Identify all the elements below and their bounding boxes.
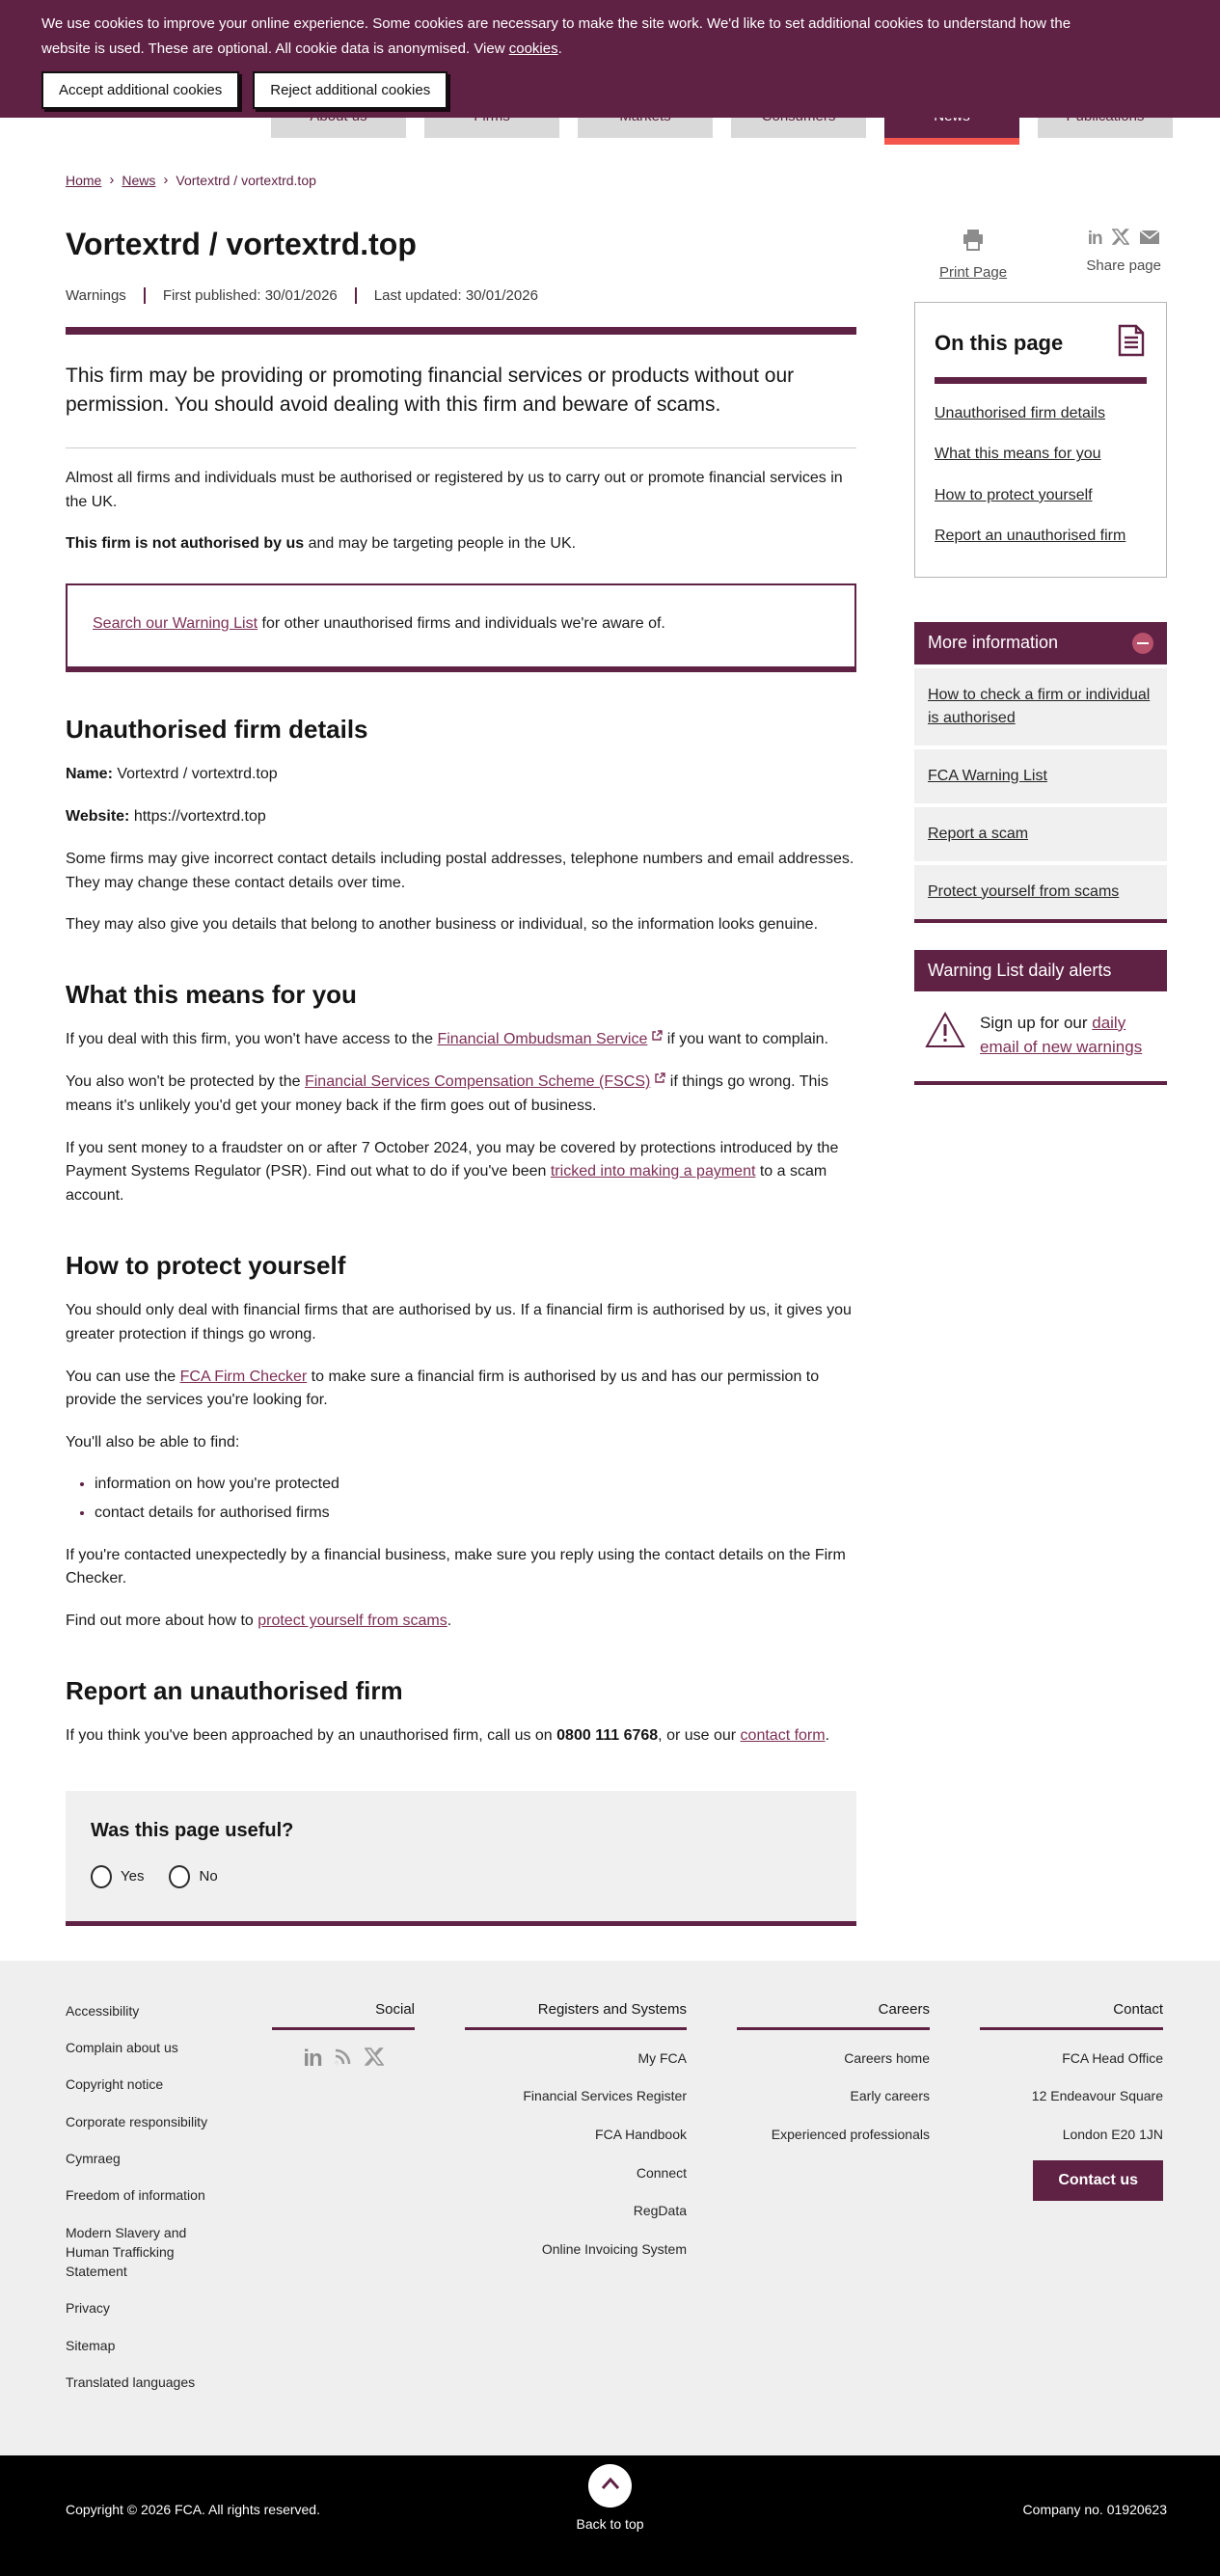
warning-alerts-box (914, 950, 1167, 1085)
copyright-text: Copyright © 2026 FCA. All rights reserved. (66, 2502, 320, 2518)
section-heading-what-this-means: What this means for you (66, 980, 357, 1010)
footer-careers-heading: Careers (878, 2000, 930, 2018)
inline-link[interactable]: Search our Warning List (93, 615, 258, 633)
moreinfo-item[interactable] (914, 668, 1167, 746)
breadcrumb-home-link[interactable]: Home (66, 172, 102, 188)
breadcrumb-news-link[interactable]: News (122, 172, 156, 188)
feedback-no-option[interactable] (169, 1865, 217, 1888)
alerts-signup-text: Sign up for our daily email of new warnings (980, 1013, 1143, 1057)
share-page-control (1086, 229, 1161, 281)
alerts-title: Warning List daily alerts (928, 960, 1112, 980)
more-information-title: More information (928, 633, 1059, 653)
footer-heading-rule (465, 2027, 687, 2030)
chevron-up-icon (600, 2477, 619, 2495)
onpage-link-protect-yourself[interactable]: How to protect yourself (935, 486, 1093, 503)
section-divider (66, 447, 856, 448)
contact-address-line: 12 Endeavour Square (1031, 2088, 1163, 2104)
what-this-means-paragraph-1: If you deal with this firm, you won't have access to the Financial Ombudsman Service if you want to complain. (66, 1031, 828, 1048)
footer-link-online-invoicing[interactable]: Online Invoicing System (541, 2240, 687, 2257)
footer-link-freedom-of-information[interactable]: Freedom of information (66, 2187, 205, 2204)
what-this-means-paragraph-2: You also won't be protected by the Financial Services Compensation Scheme (FSCS) if things go wrong. This means it's unlikely you'd get your money back if the firm goes out of business. (66, 1073, 829, 1114)
radio-yes-label: Yes (121, 1868, 145, 1885)
radio-yes[interactable] (91, 1865, 112, 1888)
footer-social-column (272, 2001, 415, 2410)
meta-category: Warnings (66, 287, 126, 304)
footer-link-translated-languages[interactable]: Translated languages (66, 2374, 196, 2391)
title-divider-bar (66, 327, 856, 335)
site-header (0, 0, 1220, 145)
external-link-icon (651, 1030, 663, 1042)
protect-bullet-list (95, 1473, 856, 1526)
inline-link[interactable]: FCA Firm Checker (179, 1368, 308, 1385)
external-link-icon (654, 1072, 665, 1084)
moreinfo-item[interactable] (914, 865, 1167, 919)
footer-link-sitemap[interactable]: Sitemap (66, 2337, 116, 2353)
bullet-item: • information on how you're protected (95, 1473, 856, 1497)
sidebar (914, 213, 1167, 1961)
linkedin-icon[interactable]: in (1087, 229, 1102, 249)
footer-social-heading: Social (375, 2000, 415, 2018)
document-icon (1116, 324, 1147, 362)
feedback-question: Was this page useful? (91, 1819, 294, 1841)
footer-registers-heading: Registers and Systems (537, 2000, 687, 2018)
print-page-control[interactable] (939, 229, 1007, 281)
reject-cookies-button[interactable]: Reject additional cookies (253, 71, 447, 109)
footer-link-experienced-professionals[interactable]: Experienced professionals (771, 2126, 930, 2142)
email-share-icon[interactable] (1139, 230, 1160, 250)
intro-paragraph-2: This firm is not authorised by us and may be targeting people in the UK. (66, 535, 577, 553)
share-page-label: Share page (1086, 258, 1161, 274)
protect-paragraph-4: If you're contacted unexpectedly by a financial business, make sure you reply using the contact details on the Firm Checker. (66, 1546, 846, 1587)
section-heading-protect-yourself: How to protect yourself (66, 1251, 346, 1281)
rss-icon[interactable] (334, 2047, 353, 2071)
cookie-banner (0, 0, 1220, 118)
breadcrumb-current: Vortextrd / vortextrd.top (176, 172, 316, 188)
meta-last-updated: Last updated: 30/01/2026 (355, 287, 556, 304)
footer-link-fs-register[interactable]: Financial Services Register (523, 2088, 687, 2104)
page-feedback-panel (66, 1791, 856, 1926)
bottom-bar (0, 2455, 1220, 2576)
what-this-means-paragraph-3: If you sent money to a fraudster on or after 7 October 2024, you may be covered by protections introduced by the Payment Systems Regulator (PSR). Find out what to do if you've been tricked into making a payment to a scam account. (66, 1139, 839, 1205)
back-to-top-button[interactable] (576, 2464, 643, 2532)
linkedin-icon[interactable]: in (303, 2045, 322, 2072)
footer-link-careers-home[interactable]: Careers home (844, 2049, 930, 2066)
protect-paragraph-1: You should only deal with financial firms that are authorised by us. If a financial firm is authorised by us, it gives you greater protection if things go wrong. (66, 1302, 852, 1342)
footer-heading-rule (737, 2027, 930, 2030)
inline-link[interactable]: Financial Ombudsman Service (437, 1031, 663, 1047)
accept-cookies-button[interactable]: Accept additional cookies (41, 71, 239, 109)
footer-contact-heading: Contact (1113, 2000, 1163, 2018)
firm-name-row: Name: Vortextrd / vortextrd.top (66, 766, 278, 783)
warning-triangle-icon (924, 1011, 966, 1054)
footer-heading-rule (272, 2027, 415, 2030)
meta-first-published: First published: 30/01/2026 (144, 287, 355, 304)
breadcrumb (66, 172, 1167, 188)
footer-link-copyright-notice[interactable]: Copyright notice (66, 2076, 164, 2093)
cookie-message: We use cookies to improve your online experience. Some cookies are necessary to make the site work. We'd like to set additional cookies to understand how the website is used. These are optional. All cookie data is anonymised. View cookies. (41, 15, 1071, 58)
firm-details-paragraph-1: Some firms may give incorrect contact details including postal addresses, telephone numbers and email addresses. They may change these contact details over time. (66, 850, 854, 891)
warning-list-callout: Search our Warning List for other unauthorised firms and individuals we're aware of. (66, 583, 856, 672)
inline-link[interactable]: protect yourself from scams (258, 1613, 447, 1630)
printer-icon[interactable] (961, 229, 986, 257)
onpage-link-what-this-means[interactable]: What this means for you (935, 446, 1101, 463)
footer-contact-column (980, 2001, 1163, 2410)
bullet-item: • contact details for authorised firms (95, 1502, 856, 1526)
inline-link[interactable]: Financial Services Compensation Scheme (FSCS) (305, 1073, 665, 1090)
inline-link[interactable]: cookies (508, 41, 558, 58)
page-title: Vortextrd / vortextrd.top (66, 227, 417, 261)
main-content (66, 213, 856, 1961)
collapse-minus-icon[interactable] (1132, 633, 1153, 654)
moreinfo-item[interactable] (914, 807, 1167, 861)
footer-link-my-fca[interactable]: My FCA (637, 2049, 687, 2066)
footer-link-accessibility[interactable]: Accessibility (66, 2002, 140, 2019)
x-twitter-icon[interactable] (365, 2047, 384, 2071)
chevron-right-icon: › (109, 172, 115, 188)
footer-link-corporate-responsibility[interactable]: Corporate responsibility (66, 2113, 208, 2129)
firm-website-row: Website: https://vortextrd.top (66, 808, 266, 826)
inline-link[interactable]: contact form (740, 1727, 826, 1744)
on-this-page-title: On this page (935, 330, 1064, 355)
more-information-box (914, 622, 1167, 923)
moreinfo-link-protect-scams[interactable]: Protect yourself from scams (928, 882, 1120, 900)
footer-link-complain[interactable]: Complain about us (66, 2040, 178, 2056)
moreinfo-link-check-firm[interactable]: How to check a firm or individual is authorised (928, 686, 1151, 726)
footer-link-connect[interactable]: Connect (636, 2164, 687, 2181)
intro-paragraph-1: Almost all firms and individuals must be authorised or registered by us to carry out or promote financial services in the UK. (66, 469, 843, 510)
footer-link-modern-slavery[interactable]: Modern Slavery and Human Trafficking Statement (66, 2224, 187, 2280)
moreinfo-link-warning-list[interactable]: FCA Warning List (928, 767, 1047, 784)
footer-registers-column (465, 2001, 687, 2410)
print-page-label[interactable]: Print Page (939, 264, 1008, 281)
feedback-yes-option[interactable] (91, 1865, 144, 1888)
footer-link-regdata[interactable]: RegData (633, 2203, 687, 2219)
on-this-page-box (914, 302, 1167, 578)
company-number: Company no. 01920623 (1022, 2502, 1167, 2518)
footer-links-column (66, 2001, 222, 2410)
lead-paragraph: This firm may be providing or promoting financial services or products without our permission. You should avoid dealing with this firm and beware of scams. (66, 365, 795, 417)
contact-address-line: London E20 1JN (1062, 2126, 1163, 2142)
contact-address-line: FCA Head Office (1062, 2049, 1163, 2066)
report-firm-paragraph: If you think you've been approached by an unauthorised firm, call us on 0800 111 6768, or use our contact form. (66, 1727, 830, 1744)
onpage-link-firm-details[interactable]: Unauthorised firm details (935, 405, 1105, 421)
protect-paragraph-3: You'll also be able to find: (66, 1434, 240, 1451)
site-footer (0, 1961, 1220, 2456)
footer-careers-column (737, 2001, 930, 2410)
footer-link-cymraeg[interactable]: Cymraeg (66, 2150, 121, 2166)
protect-paragraph-2: You can use the FCA Firm Checker to make sure a financial firm is authorised by us and has our permission to provide the services you're looking for. (66, 1368, 820, 1409)
firm-details-paragraph-2: They may also give you details that belong to another business or individual, so the information looks genuine. (66, 916, 819, 934)
moreinfo-item[interactable] (914, 749, 1167, 803)
chevron-right-icon: › (163, 172, 169, 188)
footer-link-fca-handbook[interactable]: FCA Handbook (595, 2126, 687, 2142)
section-heading-report-firm: Report an unauthorised firm (66, 1676, 403, 1705)
radio-no-label: No (199, 1868, 218, 1885)
article-meta (66, 287, 856, 304)
footer-heading-rule (980, 2027, 1163, 2030)
back-to-top-label: Back to top (576, 2516, 644, 2533)
on-this-page-divider (935, 377, 1147, 384)
inline-link[interactable]: daily email of new warnings (980, 1013, 1143, 1057)
section-heading-firm-details: Unauthorised firm details (66, 715, 368, 745)
protect-paragraph-5: Find out more about how to protect yourself from scams. (66, 1613, 452, 1630)
contact-us-button[interactable]: Contact us (1033, 2160, 1163, 2201)
onpage-link-report-firm[interactable]: Report an unauthorised firm (935, 528, 1126, 545)
footer-link-privacy[interactable]: Privacy (66, 2300, 110, 2317)
moreinfo-link-report-scam[interactable]: Report a scam (928, 825, 1029, 842)
radio-no[interactable] (169, 1865, 190, 1888)
x-twitter-icon[interactable] (1112, 229, 1129, 250)
inline-link[interactable]: tricked into making a payment (550, 1163, 756, 1180)
footer-link-early-careers[interactable]: Early careers (850, 2088, 930, 2104)
